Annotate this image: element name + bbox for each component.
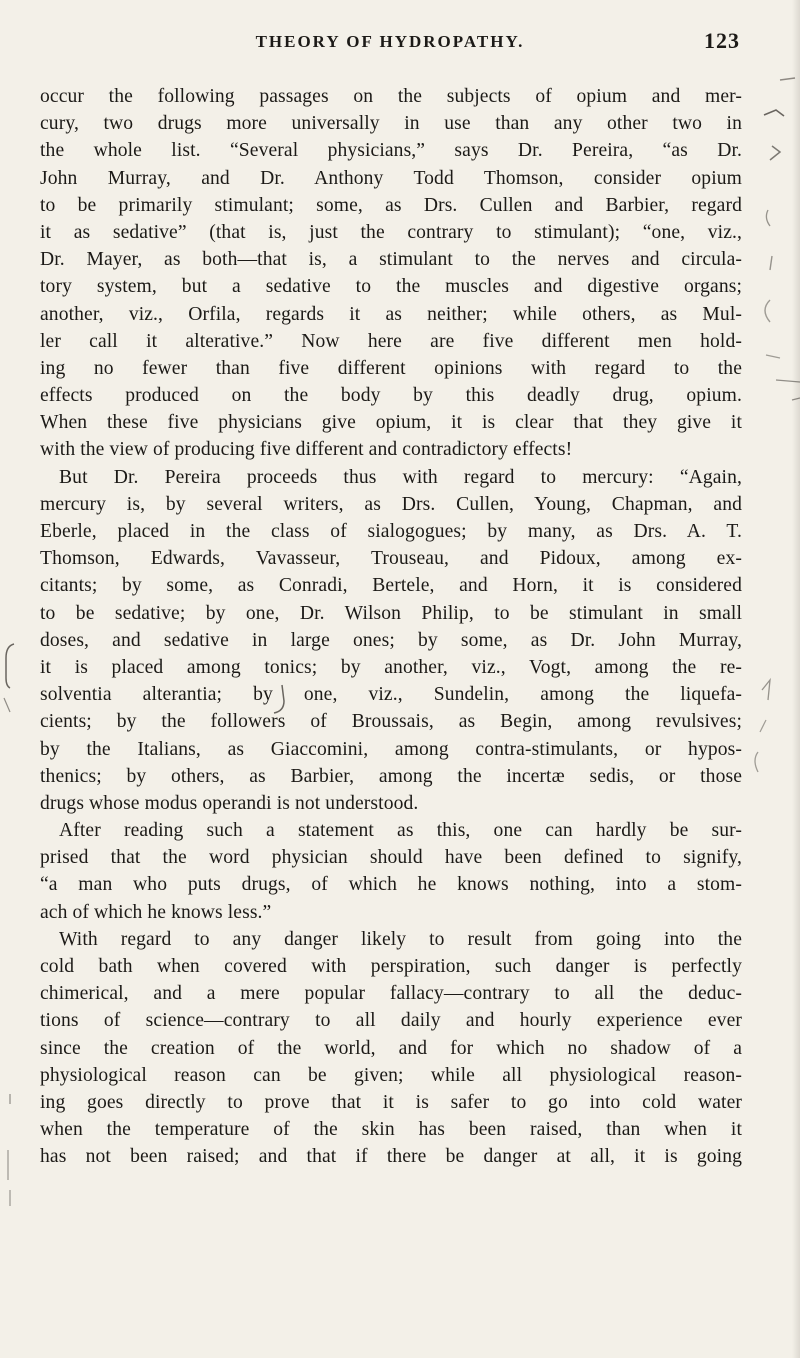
pencil-mark xyxy=(760,720,766,732)
pencil-mark xyxy=(770,256,772,270)
left-edge-mark xyxy=(0,1090,16,1210)
text-line: by the Italians, as Giaccomini, among contra-stimulants, or hypos- xyxy=(40,738,742,760)
text-line: another, viz., Orfila, regards it as neither; while others, as Mul- xyxy=(40,303,742,325)
text-line: doses, and sedative in large ones; by some, as Dr. John Murray, xyxy=(40,629,742,651)
text-line: thenics; by others, as Barbier, among the incertæ sedis, or those xyxy=(40,765,742,787)
text-line: “a man who puts drugs, of which he knows nothing, into a stom- xyxy=(40,874,742,896)
text-line: ing goes directly to prove that it is safer to go into cold water xyxy=(40,1091,742,1113)
running-head xyxy=(40,28,740,58)
text-line: ach of which he knows less.” xyxy=(40,901,272,923)
body-text xyxy=(40,83,742,1171)
text-line: John Murray, and Dr. Anthony Todd Thomson, consider opium xyxy=(40,167,742,189)
text-line: occur the following passages on the subjects of opium and mer- xyxy=(40,86,742,107)
text-line: tory system, but a sedative to the muscles and digestive organs; xyxy=(40,276,742,298)
text-line: Eberle, placed in the class of sialogogues; by many, as Drs. A. T. xyxy=(40,521,742,542)
left-bracket-mark xyxy=(0,640,24,720)
text-line: physiological reason can be given; while all physiological reason- xyxy=(40,1064,742,1086)
pencil-mark xyxy=(770,146,780,160)
text-line: With regard to any danger likely to result from going into the xyxy=(59,928,742,950)
pencil-mark xyxy=(755,752,758,772)
pencil-mark xyxy=(764,110,784,116)
text-line: tions of science—contrary to all daily and hourly experience ever xyxy=(40,1010,742,1032)
text-line: mercury is, by several writers, as Drs. Cullen, Young, Chapman, and xyxy=(40,493,742,515)
text-line: prised that the word physician should have been defined to signify, xyxy=(40,847,742,869)
pencil-mark xyxy=(766,210,770,226)
text-line: when the temperature of the skin has been raised, than when it xyxy=(40,1119,742,1141)
page-edge-shadow xyxy=(792,0,800,1358)
text-line: citants; by some, as Conradi, Bertele, and Horn, it is considered xyxy=(40,575,742,597)
page-number: 123 xyxy=(704,28,740,53)
text-line: effects produced on the body by this deadly drug, opium. xyxy=(40,385,742,407)
text-line: has not been raised; and that if there be danger at all, it is going xyxy=(40,1146,742,1168)
text-line: chimerical, and a mere popular fallacy—contrary to all the deduc- xyxy=(40,983,742,1005)
pencil-mark xyxy=(762,680,770,700)
pencil-mark xyxy=(765,300,770,322)
text-line: since the creation of the world, and for which no shadow of a xyxy=(40,1037,742,1059)
text-line: it is placed among tonics; by another, viz., Vogt, among the re- xyxy=(40,656,742,678)
text-line: But Dr. Pereira proceeds thus with regard to mercury: “Again, xyxy=(59,466,742,488)
text-line: drugs whose modus operandi is not understood. xyxy=(40,792,419,814)
text-line: ing no fewer than five different opinions with regard to the xyxy=(40,357,742,379)
text-line: cients; by the followers of Broussais, as Begin, among revulsives; xyxy=(40,711,742,733)
text-line: cury, two drugs more universally in use than any other two in xyxy=(40,113,742,135)
text-line: Thomson, Edwards, Vavasseur, Trouseau, and Pidoux, among ex- xyxy=(40,548,742,570)
text-line: ler call it alterative.” Now here are five different men hold- xyxy=(40,330,742,352)
text-line: to be sedative; by one, Dr. Wilson Philip, to be stimulant in small xyxy=(40,602,742,624)
running-title: THEORY OF HYDROPATHY. xyxy=(255,32,525,51)
text-line: Dr. Mayer, as both—that is, a stimulant to the nerves and circula- xyxy=(40,249,742,271)
inline-bracket-mark xyxy=(272,683,292,717)
text-line: cold bath when covered with perspiration, such danger is perfectly xyxy=(40,956,742,977)
text-line: it as sedative” (that is, just the contrary to stimulant); “one, viz., xyxy=(40,221,742,243)
text-line: After reading such a statement as this, one can hardly be sur- xyxy=(59,820,742,842)
text-line: When these five physicians give opium, it is clear that they give it xyxy=(40,412,742,434)
text-line: with the view of producing five different and contradictory effects! xyxy=(40,439,573,461)
text-line: solventia alterantia; by one, viz., Sundelin, among the liquefa- xyxy=(40,684,742,706)
margin-pencil-marks xyxy=(740,60,800,1358)
text-line: to be primarily stimulant; some, as Drs. Cullen and Barbier, regard xyxy=(40,194,742,216)
text-line: the whole list. “Several physicians,” says Dr. Pereira, “as Dr. xyxy=(40,140,742,162)
pencil-mark xyxy=(766,355,780,358)
